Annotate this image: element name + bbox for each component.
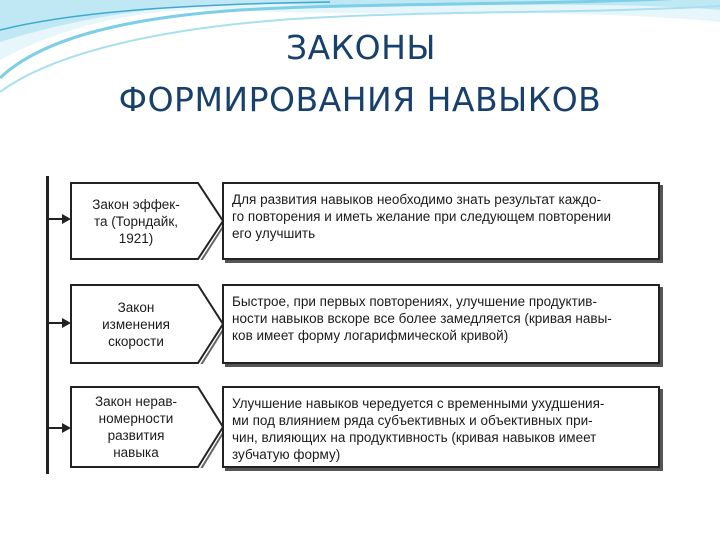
connector-arrow-3 — [49, 427, 63, 429]
law-name-3: Закон нерав- номерности развития навыка — [94, 394, 178, 460]
connector-arrow-2 — [49, 322, 63, 324]
law-description-2: Быстрое, при первых повторениях, улучшение продуктив- ности навыков вскоре все более замедляется (кривая навы- ков имеет форму логарифмической кривой) — [222, 284, 660, 364]
law-box-1 — [70, 182, 230, 260]
connector-vertical-line — [46, 176, 49, 474]
connector-arrow-1 — [49, 218, 63, 220]
law-name-1: Закон эффек- та (Торндайк, 1921) — [92, 196, 180, 246]
law-description-3: Улучшение навыков чередуется с временными ухудшения- ми под влиянием ряда субъективных и объективных при- чин, влияющих на продуктивность (кривая навыков имеет зубчатую форму) — [222, 386, 660, 468]
title-line-1: ЗАКОНЫ — [285, 28, 437, 67]
law-box-2 — [70, 284, 230, 364]
law-description-1: Для развития навыков необходимо знать результат каждо- го повторения и иметь желание при следующем повторении его улучшить — [222, 182, 660, 260]
law-name-2: Закон изменения скорости — [102, 299, 170, 349]
law-box-3 — [70, 386, 230, 468]
title-line-2: ФОРМИРОВАНИЯ НАВЫКОВ — [118, 80, 602, 119]
page-title — [0, 22, 720, 126]
